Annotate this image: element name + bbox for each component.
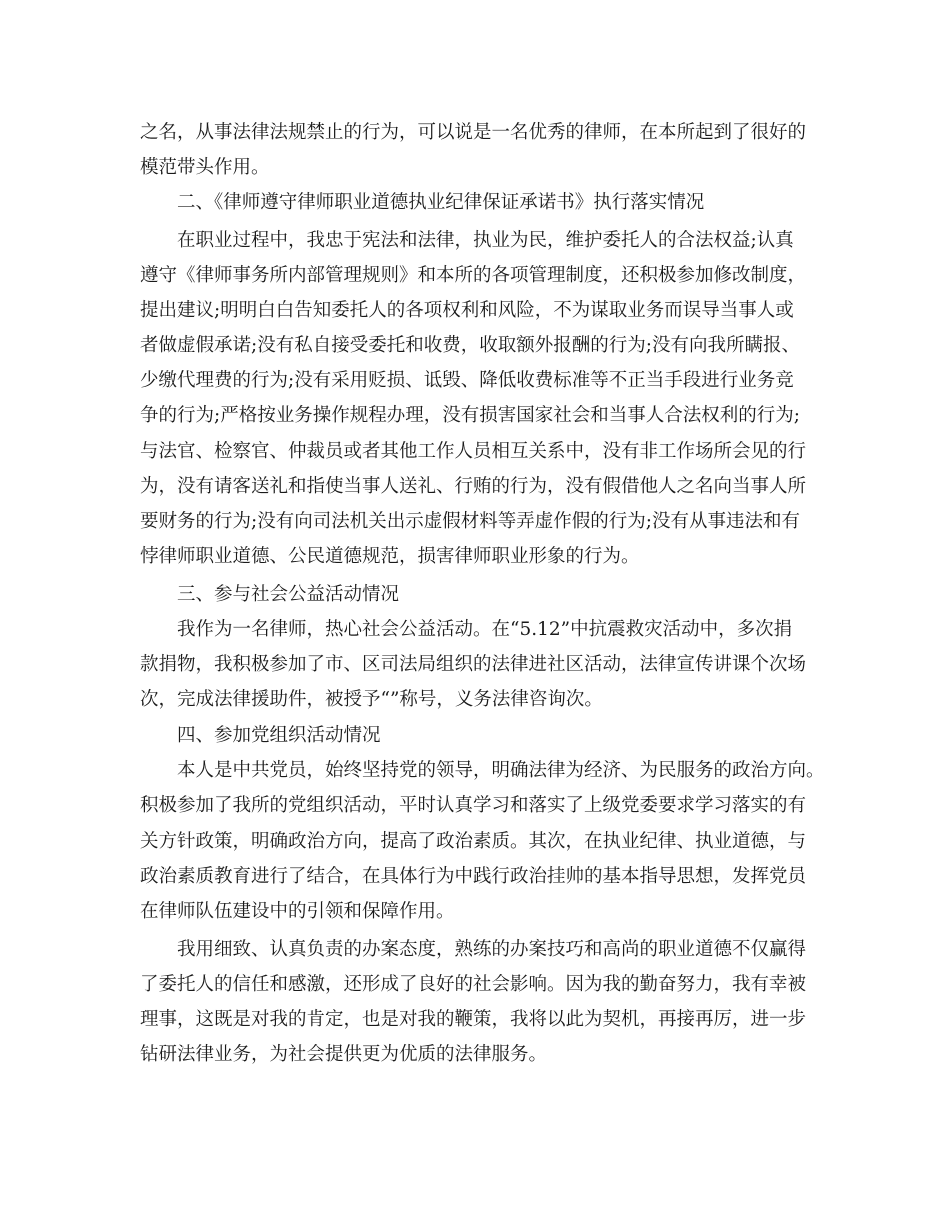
text-line: 少缴代理费的行为;没有采用贬损、诋毁、降低收费标准等不正当手段进行业务竞 <box>140 370 794 391</box>
text-line: 我作为一名律师，热心社会公益活动。在“5.12”中抗震救灾活动中，多次捐 <box>177 619 793 640</box>
text-line: 款捐物，我积极参加了市、区司法局组织的法律进社区活动，法律宣传讲课个次场 <box>140 654 807 675</box>
text-line: 者做虚假承诺;没有私自接受委托和收费，收取额外报酬的行为;没有向我所瞒报、 <box>140 335 800 356</box>
section-heading: 三、参与社会公益活动情况 <box>177 584 400 605</box>
section-heading: 二、《律师遵守律师职业道德执业纪律保证承诺书》执行落实情况 <box>177 192 705 213</box>
text-line: 次，完成法律援助件，被授予“”称号，义务法律咨询次。 <box>140 689 603 710</box>
text-line: 积极参加了我所的党组织活动，平时认真学习和落实了上级党委要求学习落实的有 <box>140 795 807 816</box>
text-line: 关方针政策，明确政治方向，提高了政治素质。其次，在执业纪律、执业道德，与 <box>140 831 807 852</box>
text-line: 本人是中共党员，始终坚持党的领导，明确法律为经济、为民服务的政治方向。 <box>177 760 825 781</box>
text-line: 要财务的行为;没有向司法机关出示虚假材料等弄虚作假的行为;没有从事违法和有 <box>140 511 800 532</box>
text-line: 在职业过程中，我忠于宪法和法律，执业为民，维护委托人的合法权益;认真 <box>177 230 794 251</box>
text-line: 提出建议;明明白白告知委托人的各项权利和风险，不为谋取业务而误导当事人或 <box>140 300 794 321</box>
text-line: 遵守《律师事务所内部管理规则》和本所的各项管理制度，还积极参加修改制度， <box>140 265 807 286</box>
text-line: 我用细致、认真负责的办案态度，熟练的办案技巧和高尚的职业道德不仅赢得 <box>177 939 807 960</box>
text-line: 与法官、检察官、仲裁员或者其他工作人员相互关系中，没有非工作场所会见的行 <box>140 441 807 462</box>
text-line: 了委托人的信任和感激，还形成了良好的社会影响。因为我的勤奋努力，我有幸被 <box>140 974 807 995</box>
text-line: 钻研法律业务，为社会提供更为优质的法律服务。 <box>140 1044 548 1065</box>
text-line: 悖律师职业道德、公民道德规范，损害律师职业形象的行为。 <box>140 546 640 567</box>
section-heading: 四、参加党组织活动情况 <box>177 725 381 746</box>
text-line: 之名，从事法律法规禁止的行为，可以说是一名优秀的律师，在本所起到了很好的 <box>140 122 807 143</box>
text-line: 在律师队伍建设中的引领和保障作用。 <box>140 901 455 922</box>
text-line: 模范带头作用。 <box>140 157 270 178</box>
text-line: 理事，这既是对我的肯定，也是对我的鞭策，我将以此为契机，再接再厉，进一步 <box>140 1009 807 1030</box>
text-line: 政治素质教育进行了结合，在具体行为中践行政治挂帅的基本指导思想，发挥党员 <box>140 866 807 887</box>
text-line: 争的行为;严格按业务操作规程办理，没有损害国家社会和当事人合法权利的行为; <box>140 405 800 426</box>
text-line: 为，没有请客送礼和指使当事人送礼、行贿的行为，没有假借他人之名向当事人所 <box>140 476 807 497</box>
